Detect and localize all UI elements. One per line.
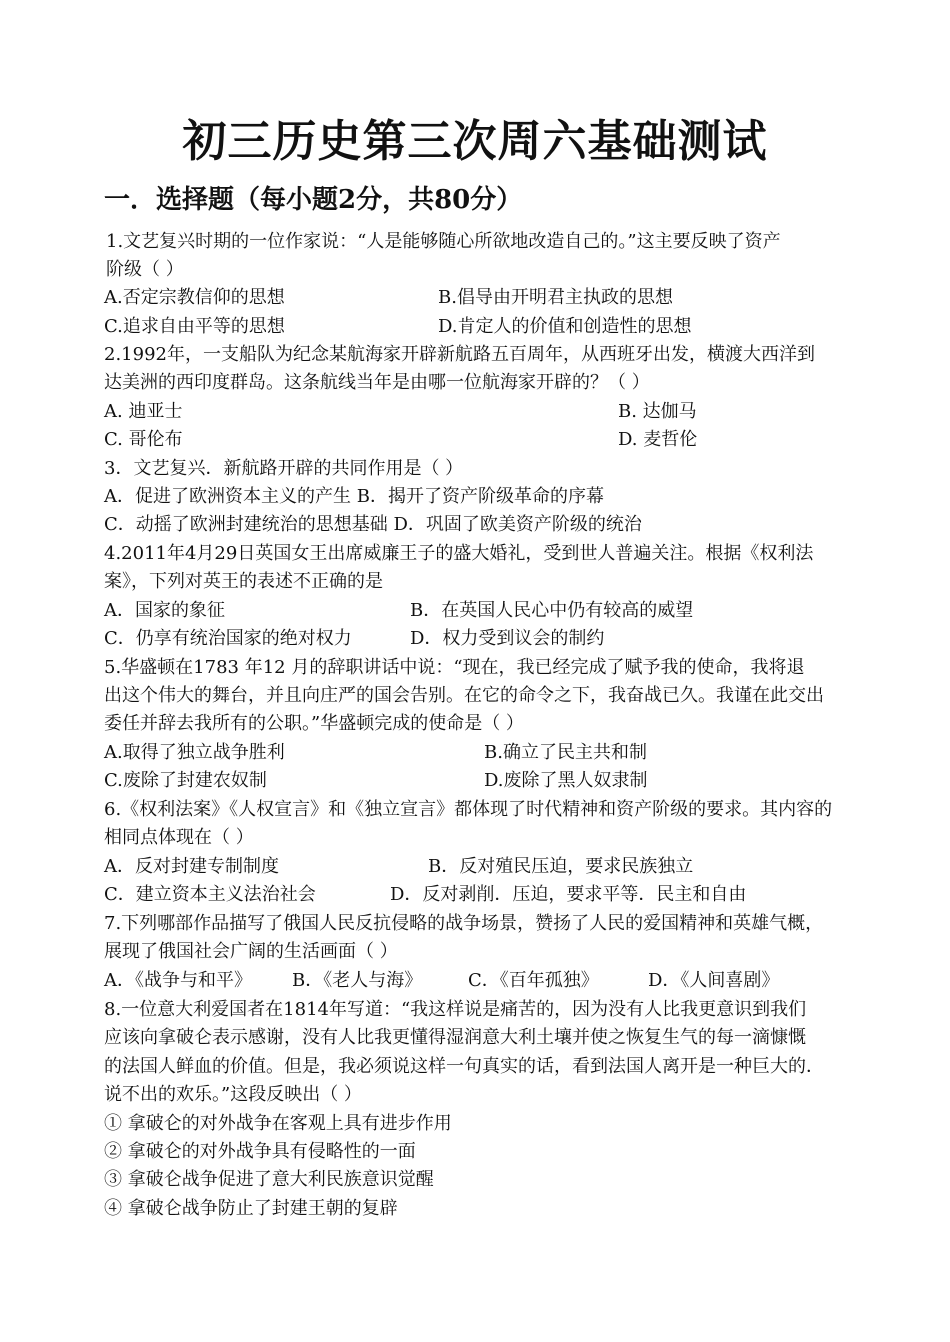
q7-option-c: C．《百年孤独》 <box>468 970 599 991</box>
q3-options-cd: C．动摇了欧洲封建统治的思想基础 D．巩固了欧美资产阶级的统治 <box>104 514 642 535</box>
q3-options-ab: A．促进了欧洲资本主义的产生 B．揭开了资产阶级革命的序幕 <box>104 486 604 507</box>
q2-option-d: D. 麦哲伦 <box>618 429 698 450</box>
q1-option-b: B.倡导由开明君主执政的思想 <box>438 287 673 308</box>
q6-stem-line2: 相同点体现在（ ） <box>104 827 254 848</box>
q6-option-b: B．反对殖民压迫，要求民族独立 <box>428 856 694 877</box>
q8-statement-1: ① 拿破仑的对外战争在客观上具有进步作用 <box>104 1113 452 1134</box>
q4-option-c: C．仍享有统治国家的绝对权力 <box>104 628 352 649</box>
q8-stem-line1: 8.一位意大利爱国者在1814年写道：“我这样说是痛苦的，因为没有人比我更意识到我们 <box>104 999 807 1020</box>
q8-statement-3: ③ 拿破仑战争促进了意大利民族意识觉醒 <box>104 1169 434 1190</box>
q6-stem-line1: 6.《权利法案》《人权宣言》和《独立宣言》都体现了时代精神和资产阶级的要求。其内容的 <box>104 799 833 820</box>
q8-stem-line2: 应该向拿破仑表示感谢，没有人比我更懂得湿润意大利土壤并使之恢复生气的每一滴慷慨 <box>104 1027 806 1048</box>
q6-option-d: D．反对剥削．压迫，要求平等．民主和自由 <box>390 884 747 905</box>
section-heading: 一．选择题（每小题2分，共80分） <box>104 185 523 215</box>
q1-stem-line1: 1.文艺复兴时期的一位作家说：“人是能够随心所欲地改造自己的。”这主要反映了资产 <box>106 231 781 252</box>
q8-statement-2: ② 拿破仑的对外战争具有侵略性的一面 <box>104 1141 416 1162</box>
q7-stem-line1: 7.下列哪部作品描写了俄国人民反抗侵略的战争场景，赞扬了人民的爱国精神和英雄气概， <box>104 913 824 934</box>
q1-stem-line2: 阶级（ ） <box>106 259 184 280</box>
q4-option-a: A．国家的象征 <box>104 600 225 621</box>
q4-stem-line2: 案》，下列对英王的表述不正确的是 <box>104 571 383 592</box>
q4-stem-line1: 4.2011年4月29日英国女王出席威廉王子的盛大婚礼，受到世人普遍关注。根据《权利法 <box>104 543 814 564</box>
q5-option-a: A.取得了独立战争胜利 <box>104 742 285 763</box>
q4-option-d: D．权力受到议会的制约 <box>410 628 605 649</box>
q6-option-c: C．建立资本主义法治社会 <box>104 884 316 905</box>
q5-stem-line2: 出这个伟大的舞台，并且向庄严的国会告别。在它的命令之下，我奋战已久。我谨在此交出 <box>104 685 824 706</box>
q7-option-b: B．《老人与海》 <box>292 970 423 991</box>
q2-option-c: C. 哥伦布 <box>104 429 183 450</box>
q5-stem-line1: 5.华盛顿在1783 年12 月的辞职讲话中说：“现在，我已经完成了赋予我的使命，我将退 <box>104 657 805 678</box>
q1-option-d: D.肯定人的价值和创造性的思想 <box>438 316 692 337</box>
q2-option-a: A. 迪亚士 <box>104 401 183 422</box>
q5-stem-line3: 委任并辞去我所有的公职。”华盛顿完成的使命是（ ） <box>104 713 524 734</box>
q7-option-a: A．《战争与和平》 <box>104 970 252 991</box>
q2-stem-line2: 达美洲的西印度群岛。这条航线当年是由哪一位航海家开辟的？（ ） <box>104 372 650 393</box>
q5-option-b: B.确立了民主共和制 <box>484 742 647 763</box>
q8-statement-4: ④ 拿破仑战争防止了封建王朝的复辟 <box>104 1198 398 1219</box>
q2-option-b: B. 达伽马 <box>618 401 697 422</box>
q1-option-a: A.否定宗教信仰的思想 <box>104 287 285 308</box>
q8-stem-line4: 说不出的欢乐。”这段反映出（ ） <box>104 1084 362 1105</box>
q7-stem-line2: 展现了俄国社会广阔的生活画面（ ） <box>104 941 398 962</box>
page-title: 初三历史第三次周六基础测试 <box>182 116 768 167</box>
q5-option-c: C.废除了封建农奴制 <box>104 770 267 791</box>
q4-option-b: B．在英国人民心中仍有较高的威望 <box>410 600 694 621</box>
q7-option-d: D．《人间喜剧》 <box>648 970 780 991</box>
q1-option-c: C.追求自由平等的思想 <box>104 316 285 337</box>
q3-stem: 3．文艺复兴．新航路开辟的共同作用是（ ） <box>104 458 464 479</box>
q8-stem-line3: 的法国人鲜血的价值。但是，我必须说这样一句真实的话，看到法国人离开是一种巨大的． <box>104 1056 824 1077</box>
q6-option-a: A．反对封建专制制度 <box>104 856 279 877</box>
q2-stem-line1: 2.1992年，一支船队为纪念某航海家开辟新航路五百周年，从西班牙出发，横渡大西洋到 <box>104 344 815 365</box>
q5-option-d: D.废除了黑人奴隶制 <box>484 770 648 791</box>
